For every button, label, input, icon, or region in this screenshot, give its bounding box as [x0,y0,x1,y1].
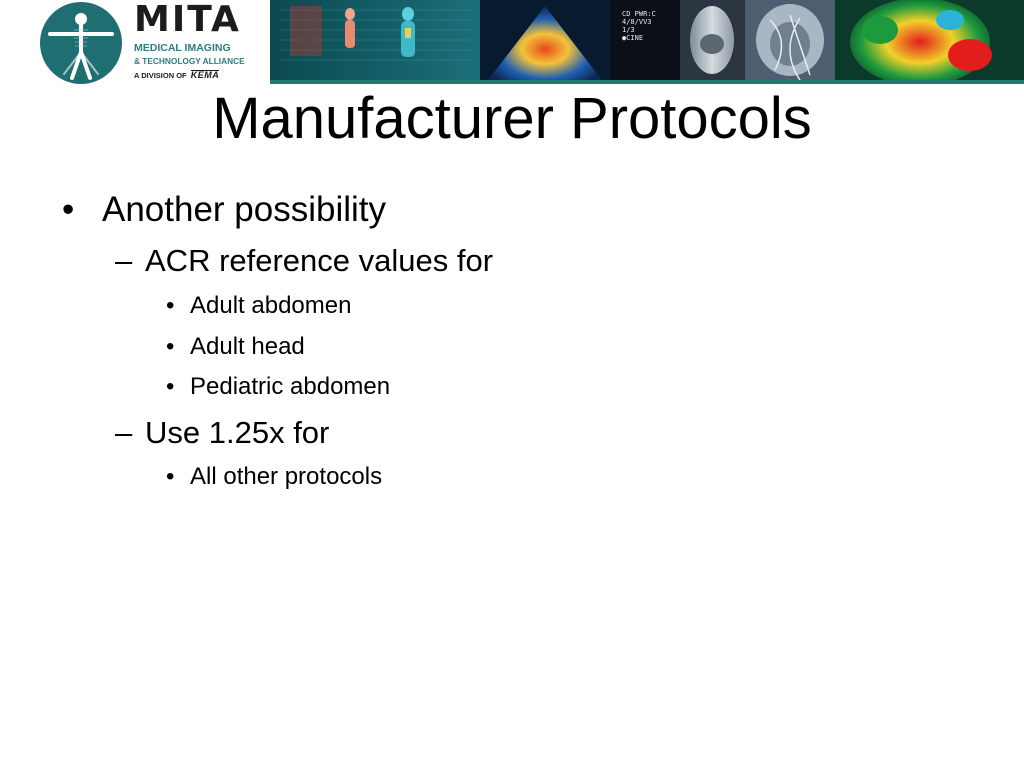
list-item [62,190,386,230]
logo-wordmark: MITA [134,0,241,40]
dash-marker: – [115,243,133,278]
list-item-text: Adult head [190,333,305,360]
list-item-text: All other protocols [190,463,383,490]
bullet-marker: • [166,463,175,490]
slide-title: Manufacturer Protocols [212,86,812,151]
list-item-text: Adult abdomen [190,292,352,319]
list-item-text: ACR reference values for [145,243,494,278]
list-item-text: Use 1.25x for [145,415,330,450]
ultrasound-readout: CD PWR:C 4/8/VV3 1/3 ●CINE [622,10,656,42]
list-item [166,463,382,491]
list-item [115,415,329,451]
logo-tagline-1: MEDICAL IMAGING [134,42,231,54]
kema-logo: KEMA [190,70,220,80]
list-item [166,373,390,401]
list-item [166,333,305,361]
logo-tagline-2: & TECHNOLOGY ALLIANCE [134,56,245,66]
bullet-marker: • [62,190,75,229]
bullet-marker: • [166,333,175,360]
bullet-marker: • [166,292,175,319]
list-item-text: Pediatric abdomen [190,373,391,400]
division-prefix: A DIVISION OF [134,71,187,80]
list-item [115,243,493,279]
dash-marker: – [115,415,133,450]
bullet-marker: • [166,373,175,400]
list-item [166,292,351,320]
list-item-text: Another possibility [102,190,387,229]
